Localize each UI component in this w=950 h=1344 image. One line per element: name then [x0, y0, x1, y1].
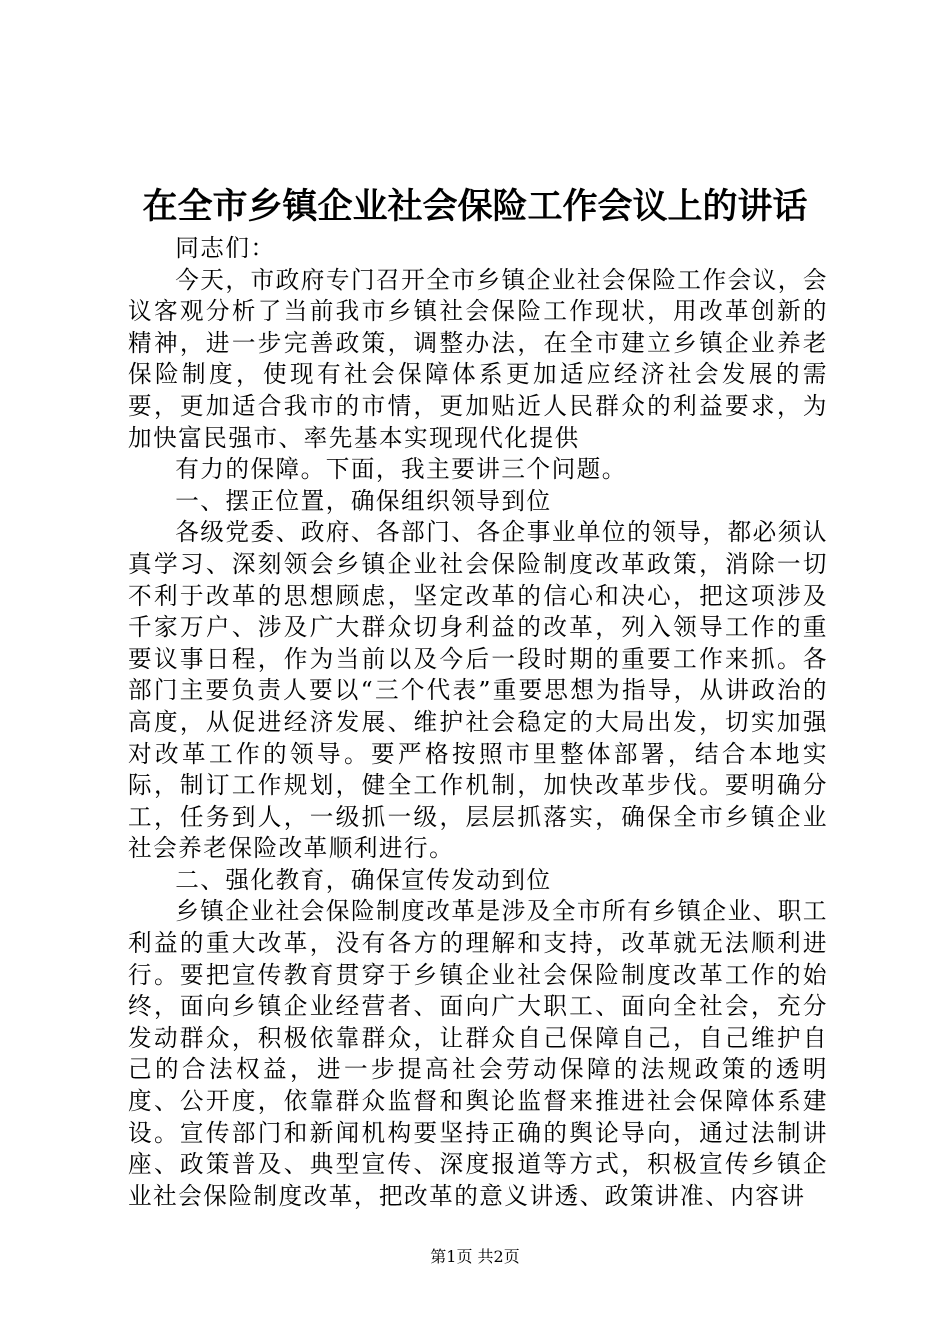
body-paragraph: 乡镇企业社会保险制度改革是涉及全市所有乡镇企业、职工利益的重大改革，没有各方的理解和支持，改革就无法顺利进行。要把宣传教育贯穿于乡镇企业社会保险制度改革工作的始终，面向乡镇企业经营者、面向广大职工、面向全社会，充分发动群众，积极依靠群众，让群众自己保障自己，自己维护自己的合法权益，进一步提高社会劳动保障的法规政策的透明度、公开度，依靠群众监督和舆论监督来推进社会保障体系建设。宣传部门和新闻机构要坚持正确的舆论导向，通过法制讲座、政策普及、典型宣传、深度报道等方式，积极宣传乡镇企业社会保险制度改革，把改革的意义讲透、政策讲准、内容讲 — [128, 897, 828, 1210]
page-number-footer: 第1页 共2页 — [430, 1247, 520, 1266]
body-paragraph: 今天，市政府专门召开全市乡镇企业社会保险工作会议，会议客观分析了当前我市乡镇社会保险工作现状，用改革创新的精神，进一步完善政策，调整办法，在全市建立乡镇企业养老保险制度，使现有社会保障体系更加适应经济社会发展的需要，更加适合我市的市情，更加贴近人民群众的利益要求，为加快富民强市、率先基本实现现代化提供 — [128, 265, 828, 452]
salutation: 同志们： — [175, 234, 276, 262]
section-heading: 一、摆正位置，确保组织领导到位 — [175, 486, 552, 515]
body-paragraph: 各级党委、政府、各部门、各企事业单位的领导，都必须认真学习、深刻领会乡镇企业社会保险制度改革政策，消除一切不利于改革的思想顾虑，坚定改革的信心和决心，把这项涉及千家万户、涉及广大群众切身利益的改革，列入领导工作的重要议事日程，作为当前以及今后一段时期的重要工作来抓。各部门主要负责人要以“三个代表”重要思想为指导，从讲政治的高度，从促进经济发展、维护社会稳定的大局出发，切实加强对改革工作的领导。要严格按照市里整体部署，结合本地实际，制订工作规划，健全工作机制，加快改革步伐。要明确分工，任务到人，一级抓一级，层层抓落实，确保全市乡镇企业社会养老保险改革顺利进行。 — [128, 518, 828, 863]
document-title: 在全市乡镇企业社会保险工作会议上的讲话 — [142, 186, 808, 227]
body-paragraph: 有力的保障。下面，我主要讲三个问题。 — [175, 455, 627, 484]
document-body — [128, 233, 828, 1212]
section-heading: 二、强化教育，确保宣传发动到位 — [175, 865, 552, 894]
